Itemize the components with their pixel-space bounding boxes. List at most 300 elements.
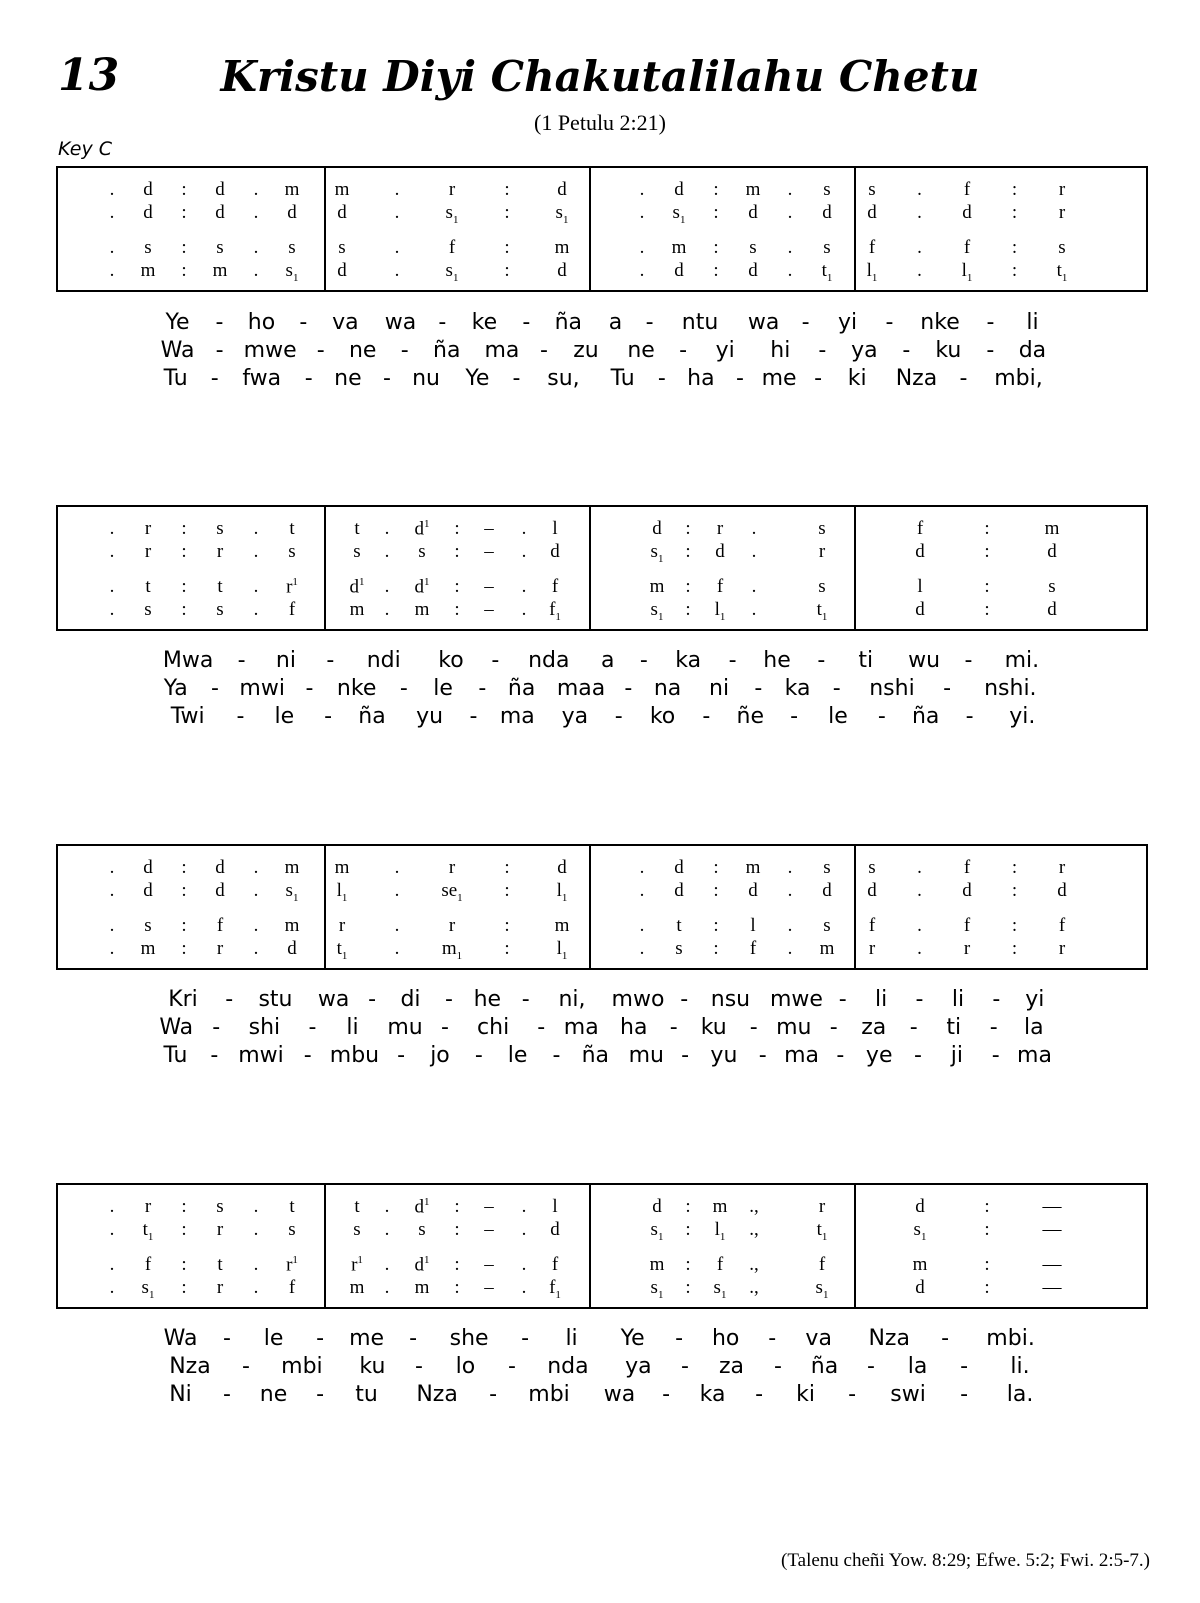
- solfa-note: d: [287, 202, 297, 223]
- solfa-note: :: [454, 541, 460, 562]
- solfa-note: $s_1$: [445, 260, 459, 284]
- lyric-syllable: me: [349, 1326, 385, 1351]
- barline: [589, 507, 591, 629]
- solfa-note: .: [787, 237, 793, 258]
- lyric-hyphen: -: [210, 366, 219, 391]
- lyric-syllable: yi.: [1009, 704, 1036, 729]
- lyric-syllable: le: [274, 704, 295, 729]
- solfa-note: d: [674, 857, 684, 878]
- solfa-note: .: [253, 202, 259, 223]
- lyric-syllable: li: [874, 987, 888, 1012]
- lyric-hyphen: -: [758, 1043, 767, 1068]
- lyric-hyphen: -: [801, 310, 810, 335]
- solfa-note: .: [917, 938, 922, 959]
- solfa-note: :: [1011, 857, 1018, 878]
- lyric-syllable: he: [473, 987, 502, 1012]
- lyric-syllable: she: [449, 1326, 489, 1351]
- solfa-note: :: [713, 880, 719, 901]
- solfa-note: :: [685, 541, 691, 562]
- lyric-syllable: ku: [935, 338, 962, 363]
- lyric-syllable: swi: [890, 1382, 926, 1407]
- lyric-syllable: ne: [348, 338, 377, 363]
- solfa-note: —: [1042, 1219, 1062, 1240]
- solfa-note: m: [712, 1196, 728, 1217]
- lyric-syllable: Kri: [168, 987, 198, 1012]
- solfa-note: :: [685, 1277, 691, 1298]
- solfa-note: m: [212, 260, 228, 281]
- solfa-note: :: [181, 599, 187, 620]
- solfa-note: r: [1058, 202, 1066, 223]
- solfa-note: d: [915, 1196, 925, 1217]
- lyric-syllable: ne: [259, 1382, 288, 1407]
- solfa-note: s: [675, 938, 683, 959]
- solfa-note: $s_1$: [650, 599, 664, 623]
- solfa-note: :: [685, 518, 691, 539]
- solfa-note: :: [181, 915, 187, 936]
- solfa-note: –: [484, 599, 494, 620]
- solfa-note: :: [454, 518, 460, 539]
- lyric-syllable: mbi,: [994, 366, 1043, 391]
- lyric-hyphen: -: [915, 987, 924, 1012]
- solfa-note: –: [484, 1196, 494, 1217]
- lyric-hyphen: -: [539, 338, 548, 363]
- lyric-syllable: yi: [715, 338, 735, 363]
- solfa-note: .: [639, 880, 645, 901]
- solfa-note: $l_1$: [714, 1219, 726, 1243]
- lyric-syllable: mu: [776, 1015, 812, 1040]
- lyric-hyphen: -: [877, 704, 886, 729]
- solfa-note: r: [818, 541, 826, 562]
- solfa-note: .: [253, 1196, 259, 1217]
- solfa-note: d: [143, 857, 153, 878]
- lyric-hyphen: -: [639, 648, 648, 673]
- solfa-note: .: [253, 260, 259, 281]
- solfa-note: :: [984, 541, 990, 562]
- solfa-note: r: [448, 179, 456, 200]
- lyric-syllable: wa: [603, 1382, 636, 1407]
- solfa-note: s: [818, 518, 826, 539]
- solfa-note: .: [639, 915, 645, 936]
- lyric-syllable: la.: [1006, 1382, 1034, 1407]
- lyric-syllable: ku: [359, 1354, 386, 1379]
- solfa-note: d: [215, 202, 225, 223]
- lyric-syllable: na: [653, 676, 682, 701]
- solfa-note: .: [917, 915, 922, 936]
- solfa-note: d: [674, 179, 684, 200]
- lyric-syllable: Nza: [868, 1326, 910, 1351]
- solfa-note: $s_1$: [672, 202, 686, 226]
- solfa-note: .: [109, 857, 115, 878]
- lyric-hyphen: -: [836, 1043, 845, 1068]
- solfa-note: d: [748, 260, 758, 281]
- solfa-note: .: [394, 202, 400, 223]
- lyric-syllable: su,: [547, 366, 580, 391]
- solfa-note: .: [253, 1219, 259, 1240]
- solfa-note: .: [109, 576, 115, 597]
- lyric-syllable: hi: [770, 338, 791, 363]
- lyric-syllable: ña: [581, 1043, 609, 1068]
- solfa-note: s: [823, 237, 831, 258]
- solfa-note: .: [253, 179, 259, 200]
- lyric-hyphen: -: [941, 1326, 950, 1351]
- lyric-syllable: wa: [317, 987, 350, 1012]
- solfa-note: $t_1$: [821, 260, 833, 284]
- lyric-syllable: a: [601, 648, 615, 673]
- solfa-note: :: [454, 1277, 460, 1298]
- lyric-syllable: ma: [784, 1043, 820, 1068]
- solfa-note: .: [109, 541, 115, 562]
- solfa-note: .: [253, 518, 259, 539]
- lyric-hyphen: -: [680, 1354, 689, 1379]
- solfa-note: .: [787, 857, 793, 878]
- solfa-note: $s_1$: [141, 1277, 155, 1301]
- solfa-note: d: [143, 880, 153, 901]
- solfa-note: l: [552, 1196, 558, 1217]
- lyric-hyphen: -: [681, 1043, 690, 1068]
- solfa-note: —: [1042, 1277, 1062, 1298]
- solfa-note: m: [554, 237, 570, 258]
- lyric-hyphen: -: [469, 704, 478, 729]
- lyric-syllable: ni,: [558, 987, 586, 1012]
- solfa-note: :: [1011, 938, 1018, 959]
- solfa-note: $s_1$: [650, 1219, 664, 1243]
- solfa-note: :: [181, 880, 187, 901]
- solfa-note: :: [984, 599, 990, 620]
- solfa-note: f: [1058, 915, 1066, 936]
- lyric-syllable: ti: [858, 648, 874, 673]
- solfa-note: –: [484, 518, 494, 539]
- lyric-hyphen: -: [223, 1382, 232, 1407]
- solfa-note: .: [394, 179, 400, 200]
- barline: [324, 507, 326, 629]
- lyric-hyphen: -: [943, 676, 952, 701]
- lyric-hyphen: -: [521, 1326, 530, 1351]
- lyric-hyphen: -: [237, 648, 246, 673]
- solfa-note: :: [181, 1277, 187, 1298]
- solfa-note: d: [652, 1196, 662, 1217]
- lyric-syllable: yi: [838, 310, 858, 335]
- lyric-syllable: ne: [334, 366, 362, 391]
- lyric-hyphen: -: [316, 1382, 325, 1407]
- solfa-note: s: [823, 915, 831, 936]
- lyric-hyphen: -: [838, 987, 847, 1012]
- solfa-note: r: [216, 938, 224, 959]
- solfa-note: .: [109, 880, 115, 901]
- solfa-note: d: [557, 260, 567, 281]
- solfa-note: d: [557, 179, 567, 200]
- solfa-note: :: [181, 541, 187, 562]
- solfa-note: :: [181, 1219, 187, 1240]
- solfa-note: r: [716, 518, 724, 539]
- solfa-note: s: [868, 857, 876, 878]
- solfa-note: s: [216, 1196, 224, 1217]
- lyric-syllable: ti: [946, 1015, 962, 1040]
- solfa-note: r: [868, 938, 876, 959]
- solfa-note: r: [1058, 938, 1066, 959]
- solfa-note: :: [181, 179, 187, 200]
- solfa-note: d: [215, 179, 225, 200]
- lyric-syllable: ña: [911, 704, 940, 729]
- solfa-note: $f_1$: [549, 1277, 561, 1301]
- barline: [324, 1185, 326, 1307]
- lyric-hyphen: -: [236, 704, 245, 729]
- footnote: (Talenu cheñi Yow. 8:29; Efwe. 5:2; Fwi. 2:5-7.): [781, 1550, 1150, 1571]
- solfa-note: :: [984, 1196, 990, 1217]
- lyric-hyphen: -: [754, 676, 763, 701]
- lyric-hyphen: -: [959, 366, 968, 391]
- solfa-note: d: [962, 880, 972, 901]
- solfa-note: .: [521, 576, 527, 597]
- solfa-note: f: [288, 1277, 296, 1298]
- solfa-note: s: [353, 541, 361, 562]
- solfa-note: s: [418, 541, 426, 562]
- solfa-note: .: [109, 1219, 115, 1240]
- solfa-note: d: [550, 541, 560, 562]
- solfa-note: .: [384, 1219, 390, 1240]
- lyric-syllable: Nza: [169, 1354, 211, 1379]
- solfa-note: l: [552, 518, 558, 539]
- solfa-note: .: [639, 260, 645, 281]
- lyric-syllable: ni: [709, 676, 730, 701]
- solfa-note: $l_1$: [556, 938, 568, 962]
- lyric-syllable: zu: [573, 338, 599, 363]
- lyric-syllable: chi: [477, 1015, 510, 1040]
- solfa-note: $l_1$: [866, 260, 878, 284]
- lyric-hyphen: -: [324, 704, 333, 729]
- solfa-note: :: [504, 938, 510, 959]
- lyric-syllable: va: [332, 310, 359, 335]
- solfa-note: .: [787, 179, 793, 200]
- solfa-note: d: [215, 880, 225, 901]
- solfa-note: $t_1$: [142, 1219, 154, 1243]
- lyric-hyphen: -: [241, 1354, 250, 1379]
- lyric-syllable: Ye: [620, 1326, 645, 1351]
- solfa-note: :: [685, 1196, 691, 1217]
- solfa-note: :: [685, 1219, 691, 1240]
- solfa-note: f: [963, 857, 971, 878]
- lyric-syllable: Wa: [163, 1326, 198, 1351]
- solfa-note: d: [337, 260, 347, 281]
- solfa-note: t: [217, 1254, 223, 1275]
- barline: [324, 168, 326, 290]
- lyric-syllable: da: [1018, 338, 1047, 363]
- solfa-note: .: [787, 260, 793, 281]
- solfa-note: .: [394, 260, 400, 281]
- lyric-syllable: ña: [433, 338, 461, 363]
- solfa-note: d: [143, 202, 153, 223]
- lyric-syllable: ñe: [736, 704, 765, 729]
- solfa-note: r: [216, 541, 224, 562]
- solfa-note: :: [504, 179, 510, 200]
- solfa-note: .: [384, 1196, 390, 1217]
- solfa-note: :: [1011, 260, 1018, 281]
- solfa-note: $t_1$: [816, 599, 828, 623]
- lyric-syllable: la: [907, 1354, 928, 1379]
- lyric-hyphen: -: [755, 1382, 764, 1407]
- lyric-syllable: mwe: [243, 338, 297, 363]
- lyric-syllable: Ye: [165, 310, 190, 335]
- solfa-note: .: [109, 237, 115, 258]
- solfa-note: d: [674, 880, 684, 901]
- solfa-note: :: [713, 260, 719, 281]
- lyric-syllable: nke: [336, 676, 377, 701]
- solfa-note: s: [288, 1219, 296, 1240]
- lyric-hyphen: -: [537, 1015, 546, 1040]
- solfa-note: .: [384, 576, 390, 597]
- solfa-note: $r^1$: [286, 576, 298, 598]
- solfa-note: f: [818, 1254, 826, 1275]
- lyric-syllable: li.: [1010, 1354, 1030, 1379]
- solfa-note: d: [915, 599, 925, 620]
- solfa-note: :: [984, 1277, 990, 1298]
- lyric-syllable: Tu: [163, 1043, 188, 1068]
- solfa-note: .: [751, 541, 757, 562]
- solfa-note: :: [181, 518, 187, 539]
- lyric-hyphen: -: [669, 1015, 678, 1040]
- lyric-syllable: la: [1023, 1015, 1044, 1040]
- solfa-note: .: [394, 880, 400, 901]
- lyric-hyphen: -: [960, 1382, 969, 1407]
- solfa-note: :: [181, 202, 187, 223]
- solfa-note: .: [253, 1254, 259, 1275]
- solfa-note: $t_1$: [1056, 260, 1068, 284]
- solfa-note: l: [750, 915, 756, 936]
- solfa-note: :: [984, 1219, 990, 1240]
- lyric-hyphen: -: [316, 1326, 325, 1351]
- lyric-syllable: lo: [455, 1354, 476, 1379]
- lyric-syllable: ka: [784, 676, 811, 701]
- solfa-note: d: [915, 541, 925, 562]
- lyric-syllable: le: [263, 1326, 284, 1351]
- solfa-note: $s_1$: [815, 1277, 829, 1301]
- solfa-note: t: [145, 576, 151, 597]
- lyric-syllable: mwo: [611, 987, 665, 1012]
- lyric-syllable: Twi: [170, 704, 205, 729]
- solfa-note: d: [550, 1219, 560, 1240]
- solfa-note: .: [917, 237, 922, 258]
- lyric-syllable: mu: [628, 1043, 664, 1068]
- lyric-hyphen: -: [645, 310, 654, 335]
- lyric-hyphen: -: [444, 987, 453, 1012]
- lyric-syllable: ña: [810, 1354, 839, 1379]
- lyric-hyphen: -: [728, 648, 737, 673]
- lyric-hyphen: -: [774, 1354, 782, 1379]
- solfa-note: .: [751, 576, 757, 597]
- lyric-hyphen: -: [223, 1326, 232, 1351]
- lyric-syllable: a: [608, 310, 623, 335]
- lyric-syllable: ho: [247, 310, 276, 335]
- solfa-note: d: [748, 202, 758, 223]
- solfa-note: .: [253, 857, 259, 878]
- solfa-note: f: [963, 179, 971, 200]
- lyric-hyphen: -: [624, 676, 633, 701]
- lyric-hyphen: -: [679, 338, 688, 363]
- lyric-syllable: ka: [675, 648, 702, 673]
- lyric-hyphen: -: [210, 1043, 219, 1068]
- solfa-note: :: [454, 599, 460, 620]
- lyric-syllable: Tu: [163, 366, 188, 391]
- solfa-note: .,: [749, 1219, 759, 1240]
- lyric-syllable: ha: [620, 1015, 648, 1040]
- solfa-note: f: [716, 1254, 724, 1275]
- lyric-syllable: mwe: [769, 987, 823, 1012]
- solfa-note: $s_1$: [285, 260, 299, 284]
- solfa-note: .: [109, 915, 115, 936]
- music-system-2: [56, 505, 1148, 631]
- solfa-note: .: [521, 518, 527, 539]
- solfa-note: $t_1$: [336, 938, 348, 962]
- lyric-hyphen: -: [989, 1015, 998, 1040]
- lyric-syllable: mu: [387, 1015, 423, 1040]
- solfa-note: $s_1$: [913, 1219, 927, 1243]
- lyric-syllable: ha: [687, 366, 715, 391]
- solfa-note: .: [384, 541, 390, 562]
- lyric-syllable: nda: [547, 1354, 589, 1379]
- solfa-note: .: [109, 518, 115, 539]
- solfa-note: m: [649, 1254, 665, 1275]
- lyric-syllable: za: [861, 1015, 887, 1040]
- lyric-hyphen: -: [326, 648, 335, 673]
- solfa-note: :: [181, 1254, 187, 1275]
- lyric-syllable: ña: [358, 704, 386, 729]
- solfa-note: t: [289, 518, 295, 539]
- solfa-note: f: [916, 518, 924, 539]
- lyric-hyphen: -: [368, 987, 377, 1012]
- lyric-syllable: ye: [865, 1043, 893, 1068]
- solfa-note: .: [521, 1254, 527, 1275]
- solfa-note: .: [109, 1254, 115, 1275]
- lyric-syllable: le: [433, 676, 453, 701]
- lyric-hyphen: -: [680, 987, 689, 1012]
- lyric-hyphen: -: [489, 1382, 498, 1407]
- solfa-note: r: [144, 518, 152, 539]
- solfa-note: :: [1011, 915, 1018, 936]
- barline: [854, 507, 856, 629]
- lyric-syllable: ya: [625, 1354, 652, 1379]
- lyric-syllable: ne: [627, 338, 655, 363]
- lyric-syllable: Wa: [159, 1015, 194, 1040]
- solfa-note: $t_1$: [816, 1219, 828, 1243]
- lyric-syllable: nsu: [710, 987, 751, 1012]
- lyric-hyphen: -: [832, 676, 841, 701]
- solfa-note: s: [868, 179, 876, 200]
- lyric-hyphen: -: [885, 310, 894, 335]
- lyric-hyphen: -: [409, 1326, 418, 1351]
- solfa-note: r: [144, 541, 152, 562]
- solfa-note: m: [745, 857, 761, 878]
- solfa-note: m: [140, 260, 156, 281]
- lyric-syllable: nu: [412, 366, 440, 391]
- solfa-note: :: [984, 518, 990, 539]
- lyric-syllable: ke: [471, 310, 498, 335]
- lyric-hyphen: -: [814, 366, 823, 391]
- solfa-note: s: [818, 576, 826, 597]
- lyric-hyphen: -: [702, 704, 711, 729]
- lyric-hyphen: -: [817, 648, 826, 673]
- lyric-syllable: ho: [711, 1326, 740, 1351]
- solfa-note: –: [484, 576, 494, 597]
- solfa-note: t: [354, 518, 360, 539]
- solfa-note: t: [289, 1196, 295, 1217]
- solfa-note: s: [144, 915, 152, 936]
- lyric-syllable: ma: [563, 1015, 599, 1040]
- solfa-note: .: [109, 599, 115, 620]
- lyric-syllable: ya: [561, 704, 589, 729]
- music-system-4: [56, 1183, 1148, 1309]
- solfa-note: .: [917, 880, 922, 901]
- solfa-note: .: [394, 237, 400, 258]
- lyric-hyphen: -: [212, 1015, 221, 1040]
